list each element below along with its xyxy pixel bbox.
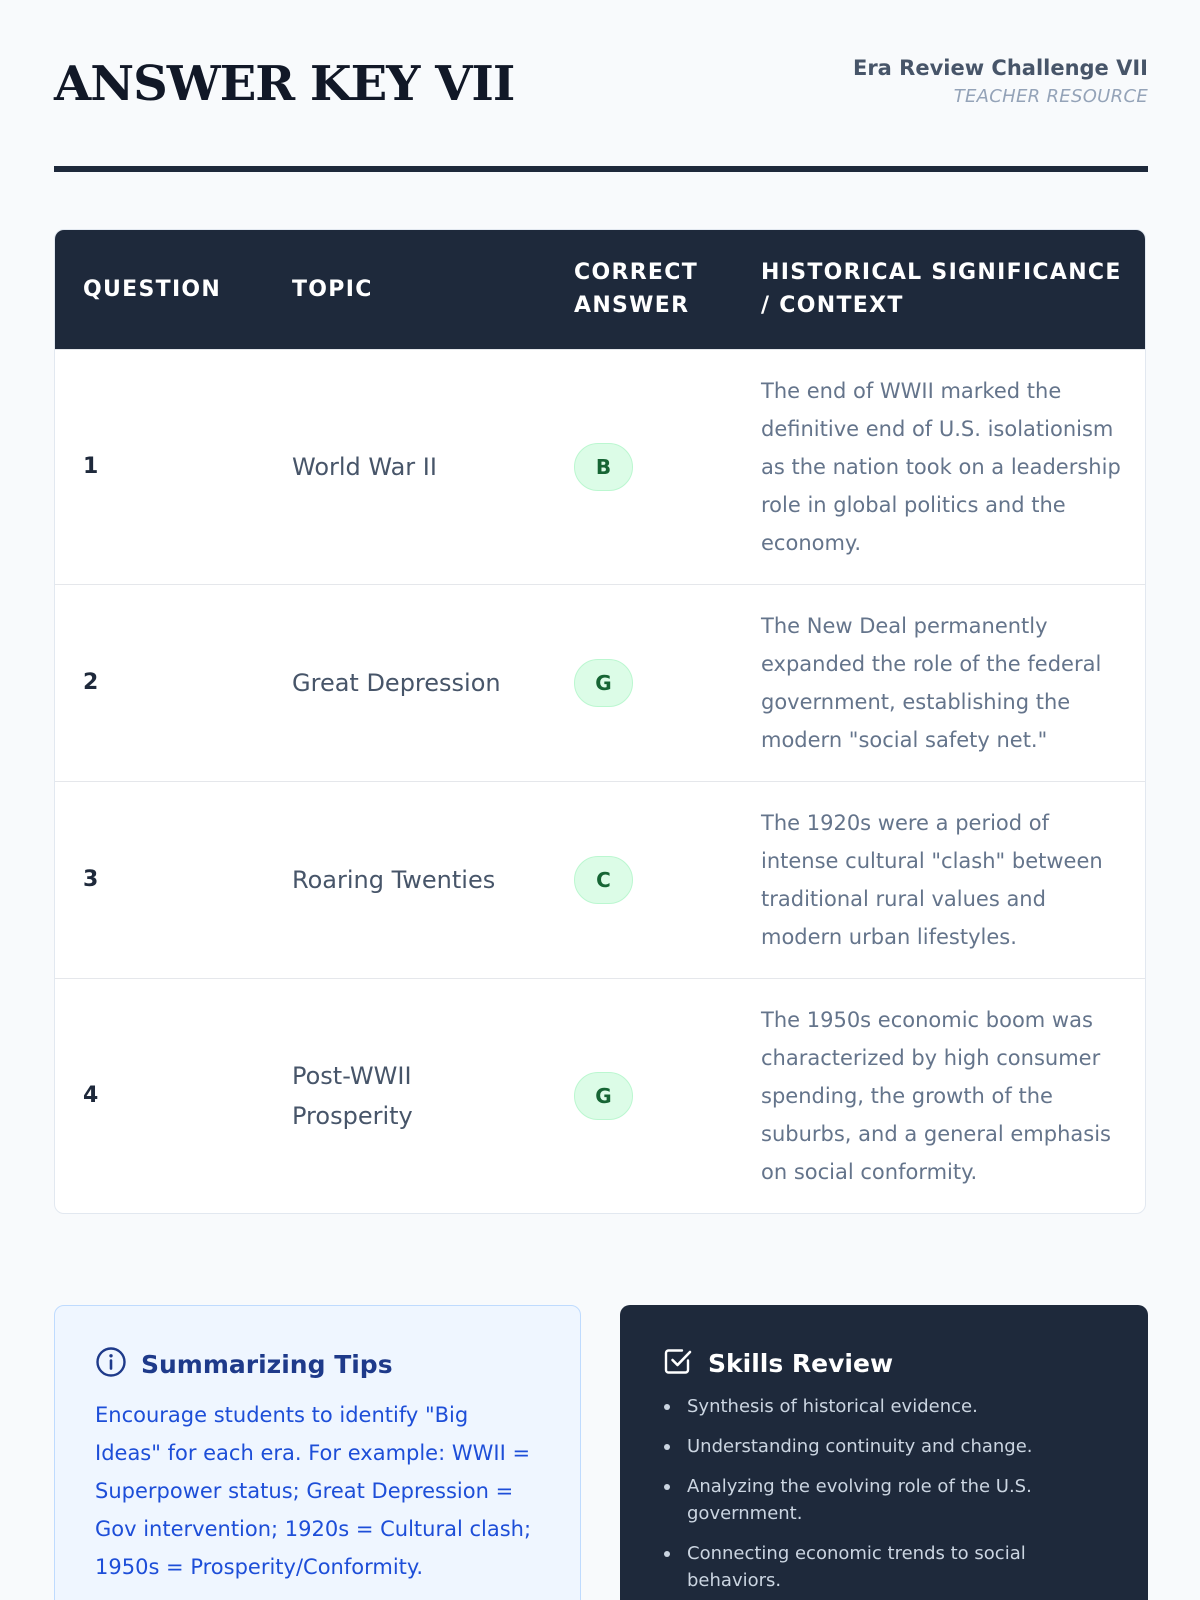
table-row <box>55 584 1146 781</box>
answer-key-page <box>54 0 1148 1591</box>
answer-cell <box>531 978 744 1213</box>
answer-badge: B <box>574 443 633 491</box>
topic-cell: Great Depression <box>264 584 531 781</box>
answer-badge: C <box>574 856 633 904</box>
context-cell: The 1920s were a period of intense cultural "clash" between traditional rural values and modern urban lifestyles. <box>744 781 1146 978</box>
skills-list <box>662 1393 1108 1594</box>
tips-heading <box>95 1346 540 1382</box>
table-header-row <box>55 230 1146 349</box>
column-header-topic: TOPIC <box>264 230 531 349</box>
page-header <box>54 0 1148 172</box>
checkbox-icon <box>662 1345 694 1381</box>
context-cell: The New Deal permanently expanded the role of the federal government, establishing the modern "social safety net." <box>744 584 1146 781</box>
question-number: 3 <box>55 781 264 978</box>
answer-cell <box>531 349 744 584</box>
answer-table <box>55 230 1146 1213</box>
context-cell: The end of WWII marked the definitive end of U.S. isolationism as the nation took on a leadership role in global politics and the economy. <box>744 349 1146 584</box>
column-header-answer: CORRECT ANSWER <box>531 230 744 349</box>
question-number: 1 <box>55 349 264 584</box>
answer-badge: G <box>574 659 633 707</box>
resource-label: TEACHER RESOURCE <box>953 86 1148 107</box>
answer-badge: G <box>574 1072 633 1120</box>
tips-body: Encourage students to identify "Big Ideas" for each era. For example: WWII = Superpower status; Great Depression = Gov intervention; 1920s = Cultural clash; 1950s = Prosperity/Conformity. <box>95 1403 532 1579</box>
skills-title: Skills Review <box>708 1348 894 1378</box>
table-row <box>55 978 1146 1213</box>
question-number: 4 <box>55 978 264 1213</box>
topic-cell: World War II <box>264 349 531 584</box>
context-cell: The 1950s economic boom was characterized by high consumer spending, the growth of the suburbs, and a general emphasis on social conformity. <box>744 978 1146 1213</box>
topic-cell: Roaring Twenties <box>264 781 531 978</box>
answer-table-card <box>54 229 1146 1214</box>
table-row <box>55 349 1146 584</box>
column-header-question: QUESTION <box>55 230 264 349</box>
tips-title: Summarizing Tips <box>141 1349 393 1379</box>
table-row <box>55 781 1146 978</box>
page-title: ANSWER KEY VII <box>54 56 515 112</box>
list-item: Synthesis of historical evidence. <box>662 1393 1108 1420</box>
list-item: Understanding continuity and change. <box>662 1433 1108 1460</box>
skills-review-card <box>620 1305 1148 1600</box>
info-icon <box>95 1346 127 1382</box>
list-item: Analyzing the evolving role of the U.S. government. <box>662 1473 1108 1527</box>
column-header-context: HISTORICAL SIGNIFICANCE / CONTEXT <box>744 230 1146 349</box>
header-meta <box>853 56 1148 107</box>
topic-cell: Post-WWII Prosperity <box>264 978 531 1213</box>
answer-cell <box>531 584 744 781</box>
answer-cell <box>531 781 744 978</box>
challenge-name: Era Review Challenge VII <box>852 56 1148 80</box>
list-item: Connecting economic trends to social behaviors. <box>662 1540 1108 1594</box>
summarizing-tips-card <box>54 1305 581 1600</box>
skills-heading <box>662 1345 1108 1381</box>
question-number: 2 <box>55 584 264 781</box>
